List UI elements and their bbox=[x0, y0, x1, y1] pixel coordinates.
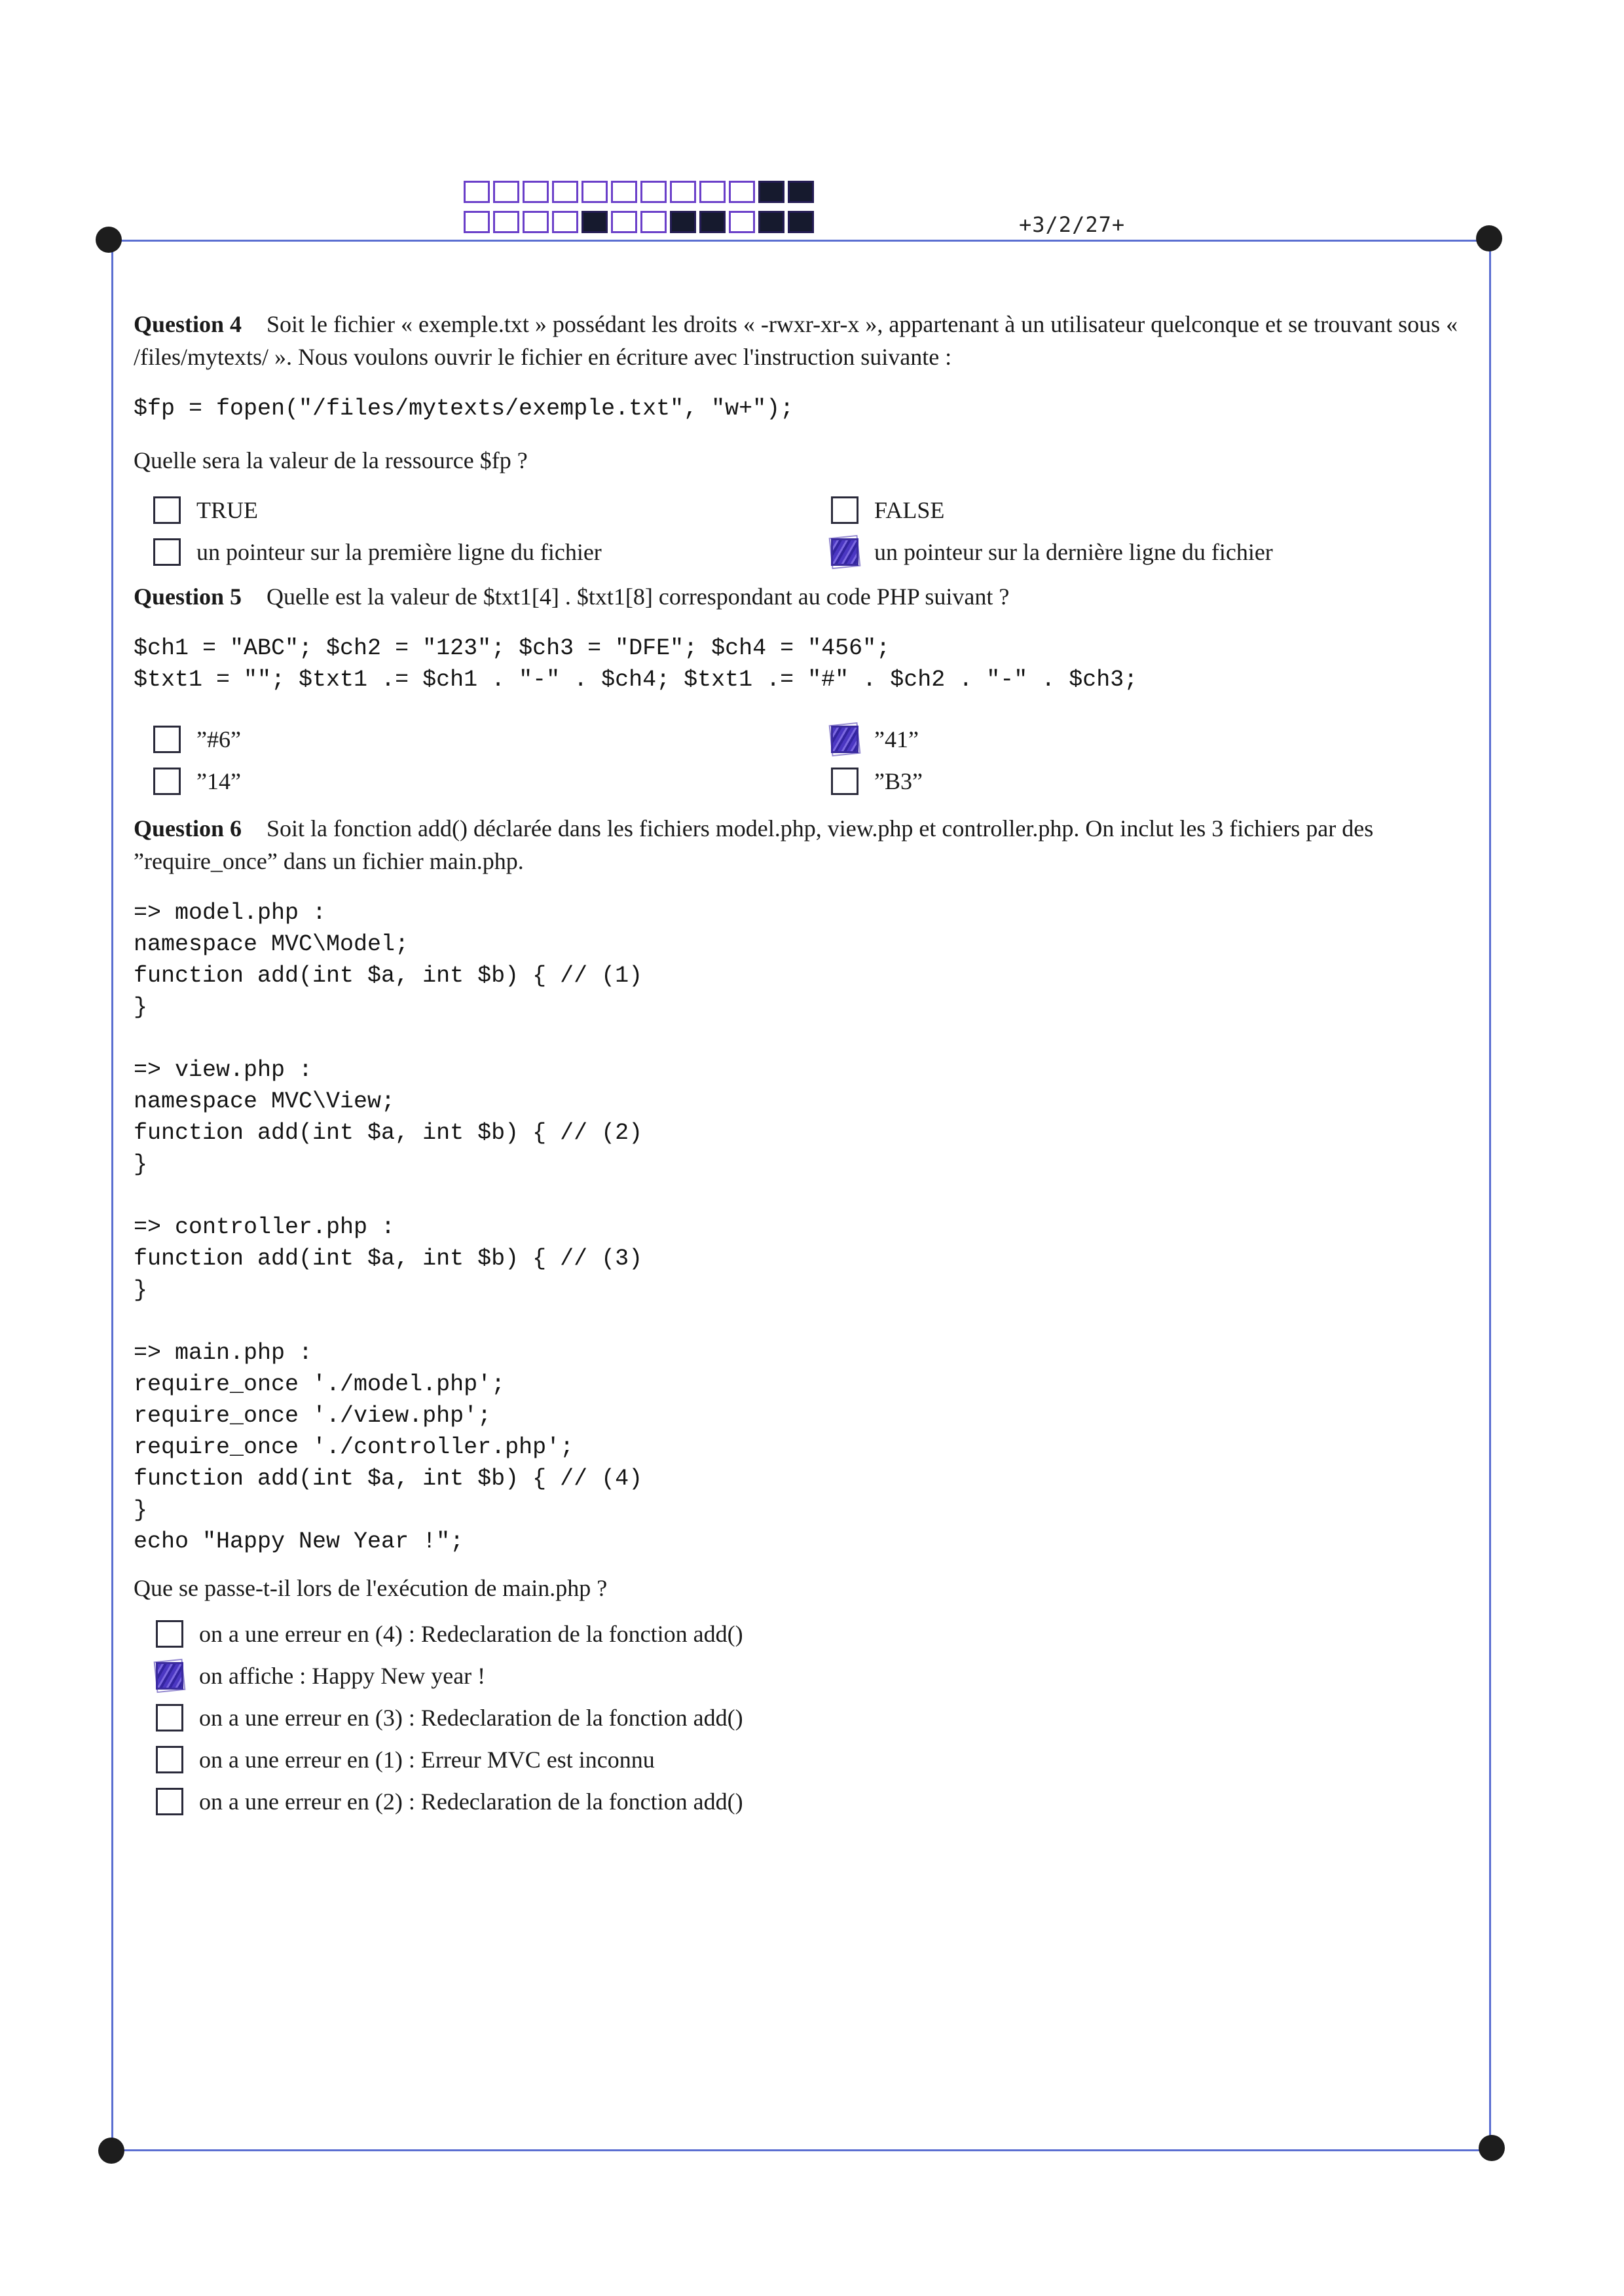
answer-first-line[interactable]: un pointeur sur la première ligne du fichier bbox=[153, 537, 831, 567]
barcode-cell-empty bbox=[611, 211, 637, 233]
checkbox[interactable] bbox=[153, 726, 181, 753]
barcode-cell-empty bbox=[464, 211, 490, 233]
barcode-cell-filled bbox=[788, 211, 814, 233]
barcode-cell-filled bbox=[758, 211, 784, 233]
checkbox-checked[interactable] bbox=[831, 538, 858, 566]
page-id: +3/2/27+ bbox=[1019, 212, 1126, 237]
barcode-cell-empty bbox=[552, 211, 578, 233]
answer-happy-new-year[interactable]: on affiche : Happy New year ! bbox=[156, 1661, 1204, 1691]
question-5-code: $ch1 = "ABC"; $ch2 = "123"; $ch3 = "DFE"; $ch4 = "456"; $txt1 = ""; $txt1 .= $ch1 . "-" . $ch4; $txt1 .= "#" . $ch2 . "-" . $ch3; bbox=[134, 635, 1138, 693]
answer-last-line[interactable]: un pointeur sur la dernière ligne du fichier bbox=[831, 537, 1486, 567]
checkbox[interactable] bbox=[156, 1620, 183, 1648]
barcode-cell-empty bbox=[699, 181, 726, 203]
registration-mark-bottom-left bbox=[98, 2138, 124, 2164]
barcode-cell-filled bbox=[670, 211, 696, 233]
barcode-cell-empty bbox=[729, 211, 755, 233]
question-4-prompt: Quelle sera la valeur de la ressource $fp ? bbox=[134, 447, 528, 473]
page-barcode bbox=[464, 181, 817, 241]
question-6-prompt: Que se passe-t-il lors de l'exécution de main.php ? bbox=[134, 1575, 608, 1601]
question-4 bbox=[134, 308, 1469, 567]
question-5 bbox=[134, 580, 1469, 796]
question-6-text: Question 6 Soit la fonction add() déclarée dans les fichiers model.php, view.php et controller.php. On inclut les 3 fichiers par des ”require_once” dans un fichier main.php. bbox=[134, 815, 1374, 874]
question-5-answers bbox=[153, 724, 1469, 796]
barcode-cell-empty bbox=[523, 211, 549, 233]
registration-mark-bottom-right bbox=[1479, 2135, 1505, 2161]
frame-left-line bbox=[111, 240, 113, 2151]
checkbox[interactable] bbox=[156, 1704, 183, 1731]
question-6-code: => model.php : namespace MVC\Model; function add(int $a, int $b) { // (1) } => view.php : namespace MVC\View; function add(int $a, int $b) { // (2) } => controller.php : function add(int $a, int $b) { // (3) } => main.php : require_once './model.php'; require_once './view.php'; require_once './controller.php'; function add(int $a, int $b) { // (4) } echo "Happy New Year !"; bbox=[134, 900, 643, 1555]
question-5-heading: Question 5 bbox=[134, 583, 242, 610]
question-4-heading: Question 4 bbox=[134, 311, 242, 337]
question-5-text: Question 5 Quelle est la valeur de $txt1[4] . $txt1[8] correspondant au code PHP suivant ? bbox=[134, 583, 1010, 610]
answer-error-1[interactable]: on a une erreur en (1) : Erreur MVC est inconnu bbox=[156, 1745, 1204, 1775]
checkbox-checked[interactable] bbox=[156, 1662, 183, 1690]
answer-41[interactable]: ”41” bbox=[831, 724, 1486, 754]
barcode-cell-empty bbox=[581, 181, 608, 203]
checkbox[interactable] bbox=[831, 496, 858, 524]
exam-content bbox=[134, 308, 1469, 1817]
barcode-cell-empty bbox=[640, 211, 667, 233]
registration-mark-top-right bbox=[1476, 225, 1502, 251]
answer-error-3[interactable]: on a une erreur en (3) : Redeclaration de la fonction add() bbox=[156, 1703, 1204, 1733]
answer-error-4[interactable]: on a une erreur en (4) : Redeclaration de la fonction add() bbox=[156, 1619, 1204, 1649]
barcode-cell-filled bbox=[581, 211, 608, 233]
frame-right-line bbox=[1489, 240, 1491, 2151]
barcode-cell-empty bbox=[464, 181, 490, 203]
answer-false[interactable]: FALSE bbox=[831, 495, 1486, 525]
barcode-cell-empty bbox=[611, 181, 637, 203]
checkbox-checked[interactable] bbox=[831, 726, 858, 753]
question-4-code: $fp = fopen("/files/mytexts/exemple.txt", "w+"); bbox=[134, 396, 794, 422]
barcode-cell-filled bbox=[758, 181, 784, 203]
barcode-cell-filled bbox=[788, 181, 814, 203]
question-6 bbox=[134, 812, 1469, 1817]
question-6-heading: Question 6 bbox=[134, 815, 242, 842]
frame-bottom-line bbox=[109, 2149, 1492, 2151]
barcode-cell-empty bbox=[523, 181, 549, 203]
barcode-cell-empty bbox=[670, 181, 696, 203]
answer-14[interactable]: ”14” bbox=[153, 766, 831, 796]
answer-error-2[interactable]: on a une erreur en (2) : Redeclaration de la fonction add() bbox=[156, 1787, 1204, 1817]
answer-b3[interactable]: ”B3” bbox=[831, 766, 1486, 796]
question-6-answers bbox=[156, 1619, 1469, 1817]
checkbox[interactable] bbox=[831, 768, 858, 795]
barcode-row bbox=[464, 181, 817, 206]
checkbox[interactable] bbox=[156, 1746, 183, 1773]
question-4-answers bbox=[153, 495, 1469, 567]
barcode-cell-empty bbox=[552, 181, 578, 203]
barcode-cell-empty bbox=[493, 181, 519, 203]
barcode-cell-empty bbox=[640, 181, 667, 203]
barcode-cell-empty bbox=[493, 211, 519, 233]
checkbox[interactable] bbox=[153, 496, 181, 524]
checkbox[interactable] bbox=[156, 1788, 183, 1815]
answer-hash6[interactable]: ”#6” bbox=[153, 724, 831, 754]
barcode-row bbox=[464, 211, 817, 236]
registration-mark-top-left bbox=[96, 227, 122, 253]
barcode-cell-empty bbox=[729, 181, 755, 203]
answer-true[interactable]: TRUE bbox=[153, 495, 831, 525]
checkbox[interactable] bbox=[153, 768, 181, 795]
question-4-text: Question 4 Soit le fichier « exemple.txt » possédant les droits « -rwxr-xr-x », appartenant à un utilisateur quelconque et se trouvant sous « /files/mytexts/ ». Nous voulons ouvrir le fichier en écriture avec l'instruction suivante : bbox=[134, 311, 1458, 370]
checkbox[interactable] bbox=[153, 538, 181, 566]
barcode-cell-filled bbox=[699, 211, 726, 233]
